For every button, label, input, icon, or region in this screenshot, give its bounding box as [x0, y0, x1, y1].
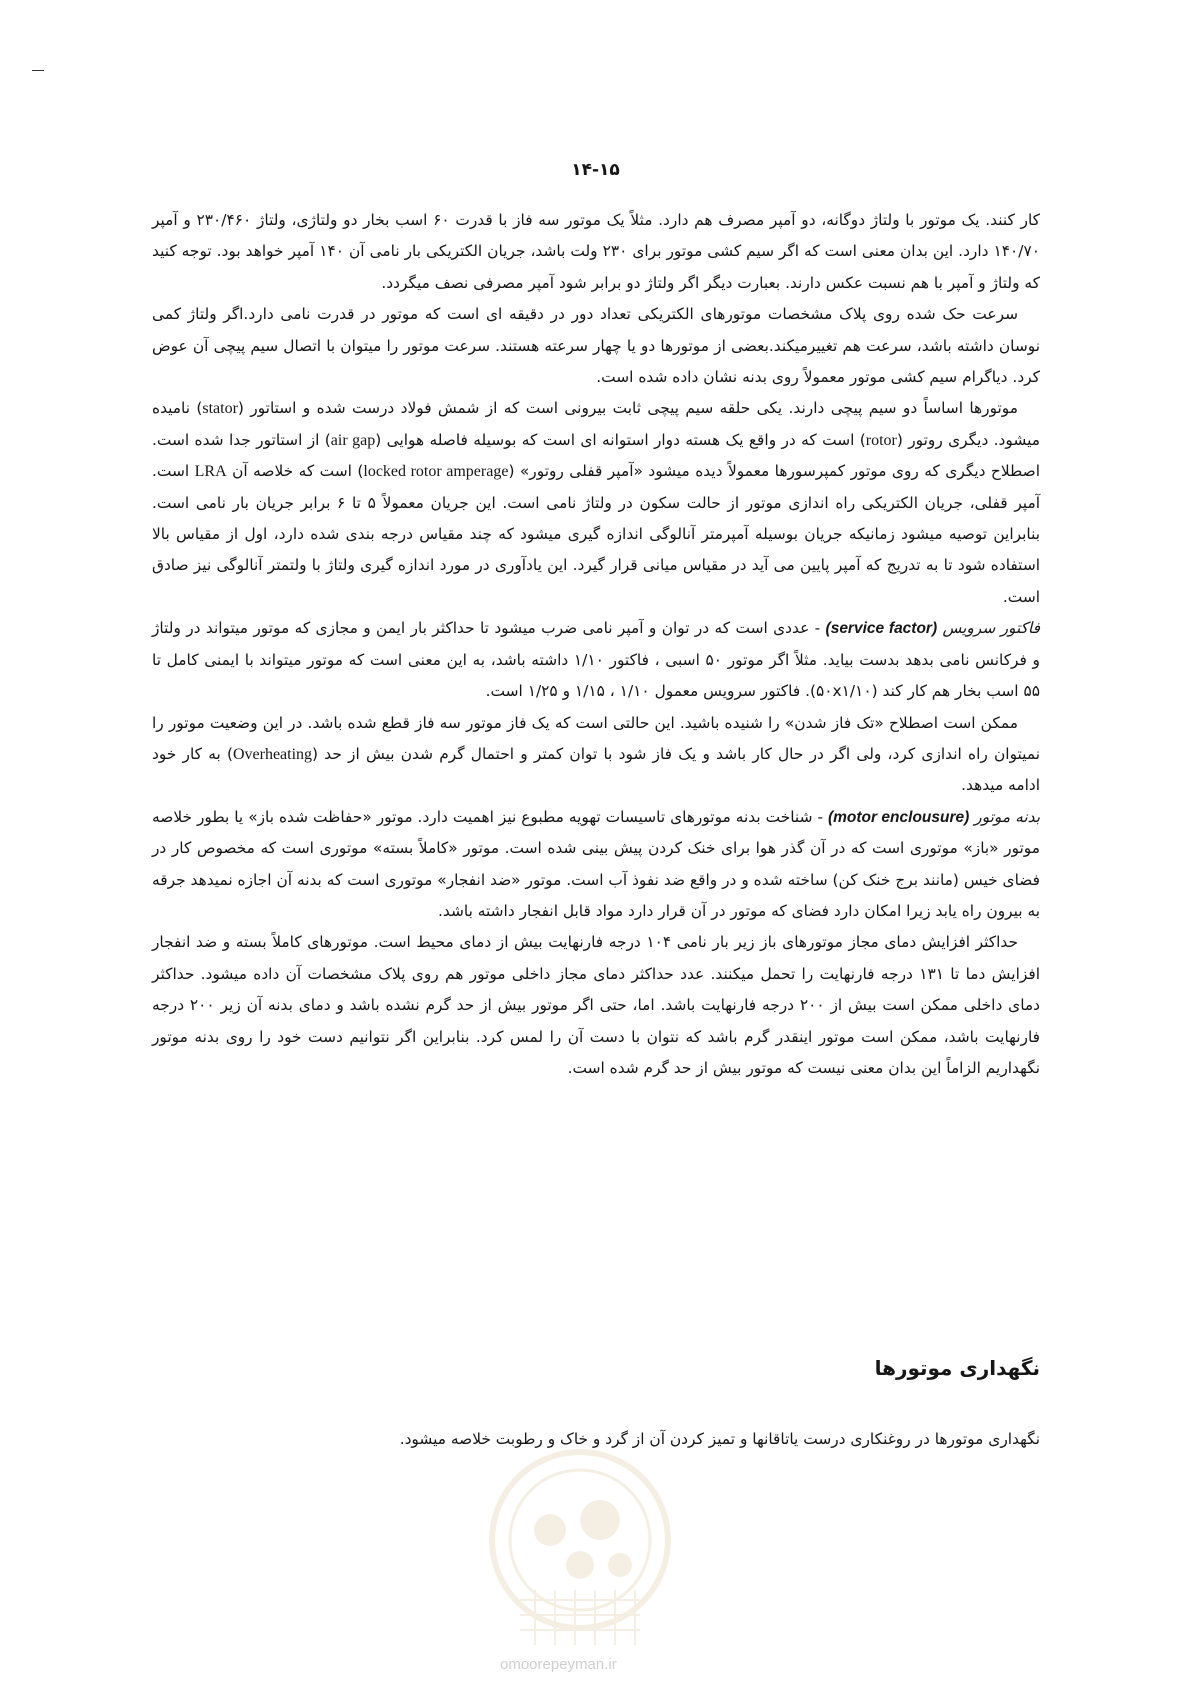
term-air-gap: air gap [330, 431, 376, 449]
paragraph-windings [152, 393, 1040, 613]
text-segment: است. آمپر قفلی، جریان الکتریکی راه اندازی موتور از حالت سکون در ولتاژ نامی است. این جریان معمولاً ۵ تا ۶ برابر جریان بار نامی است. بنابراین توصیه میشود زمانیکه جریان بوسیله آمپرمتر آنالوگی اندازه گیری میشود که چند مقیاس درجه بندی شده دارد، اول از مقیاس بالا استفاده شود تا به تدریج که آمپر پایین می آید در مقیاس میانی قرار گیرد. این یادآوری در مورد اندازه گیری ولتاژ با ولتمتر آنالوگی نیز صادق است. [152, 462, 1040, 606]
watermark-logo [480, 1430, 680, 1670]
term-lra: LRA [194, 463, 227, 481]
corner-mark [32, 70, 44, 71]
text-segment: ) است که در واقع یک هسته دوار استوانه ای است که بوسیله فاصله هوایی ( [375, 430, 866, 449]
page-number: ۱۴-۱۵ [571, 160, 620, 180]
term-enclosure-fa: بدنه موتور [974, 807, 1040, 826]
term-locked-rotor: locked rotor amperage [363, 463, 509, 481]
page-body [152, 205, 1040, 1084]
text-segment: ) نامیده میشود. دیگری روتور ( [152, 399, 1040, 449]
watermark-site: omoorepeyman.ir [500, 1656, 617, 1673]
paragraph-dual-voltage: کار کنند. یک موتور با ولتاژ دوگانه، دو آمپر مصرف هم دارد. مثلاً یک موتور سه فاز با قدرت ۶۰ اسب بخار دو ولتاژی، ولتاژ ۲۳۰/۴۶۰ و آمپر ۱۴۰/۷۰ دارد. این بدان معنی است که اگر سیم کشی موتور برای ۲۳۰ ولت باشد، جریان الکتریکی بار نامی آن ۱۴۰ آمپر خواهد بود. توجه کنید که ولتاژ و آمپر با هم نسبت عکس دارند. بعبارت دیگر اگر ولتاژ دو برابر شود آمپر مصرفی نصف میگردد. [152, 211, 1040, 292]
term-overheating: Overheating [232, 745, 313, 763]
paragraph-enclosure [152, 802, 1040, 928]
term-enclosure-en: (motor enclousure) [827, 808, 970, 826]
text-segment: ) به کار خود ادامه میدهد. [152, 744, 1040, 795]
text-segment: موتورها اساساً دو سیم پیچی دارند. یکی حلقه سیم پیچی ثابت بیرونی است که از شمش فولاد درست شده و استاتور ( [237, 399, 1019, 418]
section-paragraph: نگهداری موتورها در روغنکاری درست یاتاقانها و تمیز کردن آن از گرد و خاک و رطوبت خلاصه میشود. [399, 1430, 1040, 1448]
paragraph-service-factor [152, 613, 1040, 707]
paragraph-speed: سرعت حک شده روی پلاک مشخصات موتورهای الکتریکی تعداد دور در دقیقه ای است که موتور در قدرت نامی دارد.اگر ولتاژ کمی نوسان داشته باشد، سرعت هم تغییرمیکند.بعضی از موتورها دو یا چهار سرعته هستند. سرعت موتور را میتوان با اتصال سیم پیچی آن عوض کرد. دیاگرام سیم کشی موتور معمولاً روی بدنه نشان داده شده است. [152, 305, 1040, 387]
text-segment: - شناخت بدنه موتورهای تاسیسات تهویه مطبوع نیز اهمیت دارد. موتور «حفاظت شده باز» یا بطور خلاصه موتور «باز» موتوری است که در آن گذر هوا برای خنک کردن پیش بینی شده است. موتور «کاملاً بسته» موتوری است که مخصوص کار در فضای خیس (مانند برج خنک کن) ساخته شده و در واقع ضد نفوذ آب است. موتور «ضد انفجار» موتوری است که بدنه آن اجازه نمیدهد جرقه به بیرون راه یابد زیرا امکان دارد فضای که موتور در آن قرار دارد مواد قابل انفجار داشته باشد. [152, 807, 1040, 920]
text-segment: ) است که خلاصه آن [226, 462, 364, 481]
section-heading: نگهداری موتورها [874, 1356, 1040, 1380]
term-stator: stator [202, 400, 238, 418]
term-service-factor-en: (service factor) [825, 620, 938, 638]
paragraph-temperature: حداکثر افزایش دمای مجاز موتورهای باز زیر بار نامی ۱۰۴ درجه فارنهایت بیش از دمای محیط است. موتورهای کاملاً بسته و ضد انفجار افزایش دما تا ۱۳۱ درجه فارنهایت را تحمل میکنند. عدد حداکثر دمای مجاز داخلی موتور هم روی پلاک مشخصات آن داده میشود. حداکثر دمای داخلی ممکن است بیش از ۲۰۰ درجه فارنهایت باشد. اما، حتی اگر موتور بیش از حد گرم نشده باشد و دمای بدنه آن زیر ۲۰۰ درجه فارنهایت باشد، ممکن است موتور اینقدر گرم باشد که نتوان با دست آن را لمس کرد. بنابراین اگر نتوانیم دست خود را روی بدنه موتور نگهداریم الزاماً این بدان معنی نیست که موتور بیش از حد گرم شده است. [152, 933, 1040, 1077]
text-segment: ) از استاتور جدا شده است. اصطلاح دیگری که روی موتور کمپرسورها معمولاً دیده میشود «آمپر قفلی روتور» ( [152, 430, 1041, 481]
term-rotor: rotor [865, 431, 897, 449]
text-segment: ممکن است اصطلاح «تک فاز شدن» را شنیده باشید. این حالتی است که یک فاز موتور سه فاز قطع شده باشد. در این وضعیت موتور را نمیتوان راه اندازی کرد، ولی اگر در حال کار باشد و یک فاز شود با توان کمتر و احتمال گرم شدن بیش از حد ( [152, 713, 1041, 763]
text-segment: - عددی است که در توان و آمپر نامی ضرب میشود تا حداکثر بار ایمن و مجازی که موتور میتواند در ولتاژ و فرکانس نامی بدهد بدست بیاید. مثلاً اگر موتور ۵۰ اسبی ، فاکتور ۱/۱۰ داشته باشد، به این معنی است که موتور میتواند با ایمنی کامل تا ۵۵ اسب بخار هم کار کند (۵۰x۱/۱۰). فاکتور سرویس معمول ۱/۱۰ ، ۱/۱۵ و ۱/۲۵ است. [152, 619, 1040, 701]
term-service-factor-fa: فاکتور سرویس [942, 619, 1040, 638]
paragraph-single-phasing [152, 708, 1040, 802]
